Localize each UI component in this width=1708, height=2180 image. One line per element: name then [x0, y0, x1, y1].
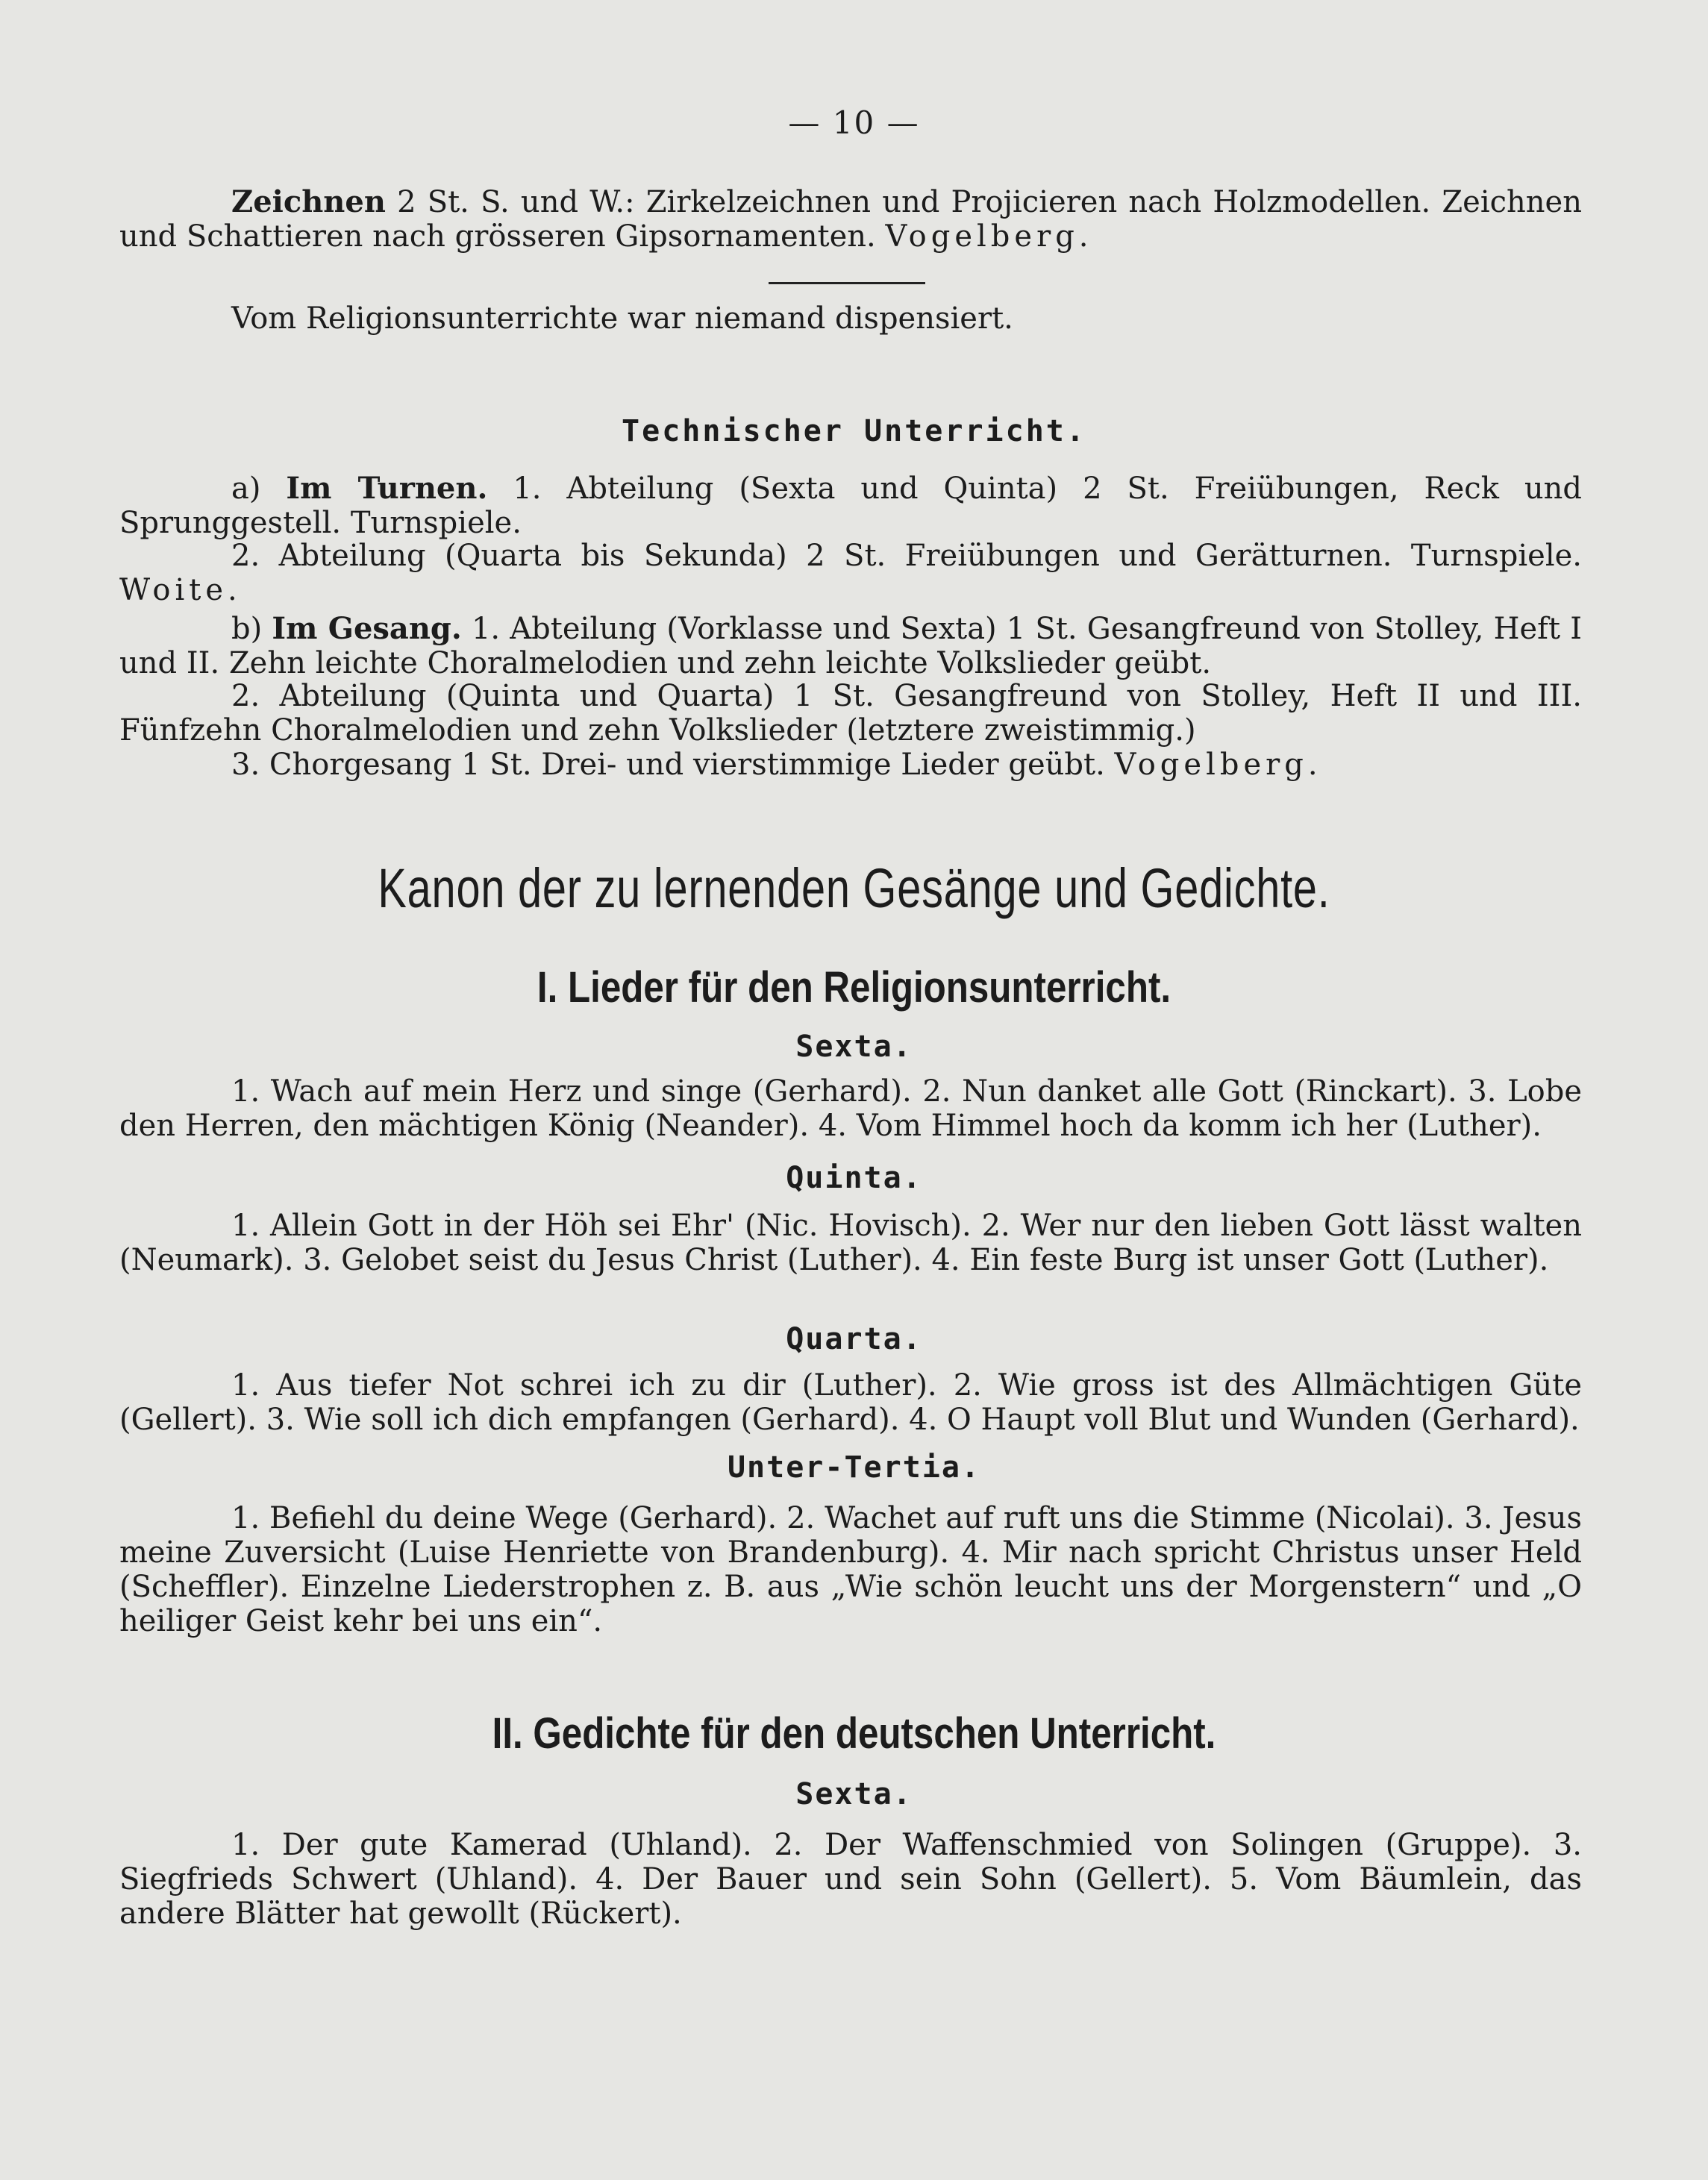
gedichte-sexta-paragraph — [119, 1828, 1582, 1931]
turnen-prefix: a) — [231, 472, 287, 506]
turnen-teacher: Woite. — [119, 573, 242, 607]
lieder-quarta-heading: Quarta. — [786, 1322, 922, 1356]
dispens-text: Vom Religionsunterrichte war niemand dispensiert. — [231, 301, 1013, 336]
gesang-paragraph-2 — [119, 679, 1582, 748]
lieder-quinta-heading: Quinta. — [786, 1161, 922, 1195]
turnen-text-2: 2. Abteilung (Quarta bis Sekunda) 2 St. Freiübungen und Gerätturnen. Turnspiele. — [231, 539, 1582, 573]
zeichnen-text: 2 St. S. und W.: Zirkelzeichnen und Projicieren nach Holzmodellen. Zeichnen und Schattieren nach grösseren Gipsornamenten. — [119, 185, 1582, 254]
gedichte-sexta-text: 1. Der gute Kamerad (Uhland). 2. Der Waffenschmied von Solingen (Gruppe). 3. Siegfrieds Schwert (Uhland). 4. Der Bauer und sein Sohn (Gellert). 5. Vom Bäumlein, das andere Blätter hat gewollt (Rückert). — [119, 1828, 1582, 1931]
lieder-sexta-text: 1. Wach auf mein Herz und singe (Gerhard). 2. Nun danket alle Gott (Rinckart). 3. Lobe den Herren, den mächtigen König (Neander). 4. Vom Himmel hoch da komm ich her (Luther). — [119, 1074, 1582, 1143]
gesang-text-1: 1. Abteilung (Vorklasse und Sexta) 1 St. Gesangfreund von Stolley, Heft I und II. Zehn leichte Choralmelodien und zehn leichte Volkslieder geübt. — [119, 612, 1582, 680]
gesang-text-3: 3. Chorgesang 1 St. Drei- und vierstimmige Lieder geübt. — [231, 748, 1115, 782]
divider-rule — [769, 282, 925, 284]
lieder-untertertia-paragraph — [119, 1501, 1582, 1638]
zeichnen-paragraph — [119, 185, 1582, 254]
gesang-text-2: 2. Abteilung (Quinta und Quarta) 1 St. Gesangfreund von Stolley, Heft II und III. Fünfzehn Choralmelodien und zehn Volkslieder (letztere zweistimmig.) — [119, 679, 1582, 748]
turnen-paragraph-2 — [119, 539, 1582, 607]
turnen-text-1: 1. Abteilung (Sexta und Quinta) 2 St. Freiübungen, Reck und Sprunggestell. Turnspiele. — [119, 472, 1583, 540]
lieder-quinta-paragraph — [119, 1209, 1582, 1277]
gedichte-sexta-heading: Sexta. — [795, 1777, 913, 1811]
lieder-quinta-text: 1. Allein Gott in der Höh sei Ehr' (Nic. Hovisch). 2. Wer nur den lieben Gott lässt walten (Neumark). 3. Gelobet seist du Jesus Christ (Luther). 4. Ein feste Burg ist unser Gott (Luther). — [119, 1209, 1582, 1277]
lieder-quarta-text: 1. Aus tiefer Not schrei ich zu dir (Luther). 2. Wie gross ist des Allmächtigen Güte (Gellert). 3. Wie soll ich dich empfangen (Gerhard). 4. O Haupt voll Blut und Wunden (Gerhard). — [119, 1368, 1582, 1437]
zeichnen-subject: Zeichnen — [231, 184, 386, 219]
lieder-sexta-heading: Sexta. — [795, 1030, 913, 1064]
turnen-label: Im Turnen. — [286, 471, 488, 506]
gesang-paragraph-3 — [119, 748, 1582, 782]
lieder-quarta-paragraph — [119, 1368, 1582, 1437]
gesang-paragraph-1 — [119, 612, 1582, 680]
technischer-unterricht-heading: Technischer Unterricht. — [622, 414, 1086, 448]
gesang-prefix: b) — [231, 612, 272, 646]
dispens-paragraph — [119, 301, 1582, 336]
turnen-paragraph-1 — [119, 472, 1582, 540]
lieder-section-title: I. Lieder für den Religionsunterricht. — [537, 963, 1171, 1012]
gesang-label: Im Gesang. — [272, 611, 462, 646]
gesang-teacher: Vogelberg. — [1114, 748, 1322, 782]
lieder-untertertia-text: 1. Befiehl du deine Wege (Gerhard). 2. Wachet auf ruft uns die Stimme (Nicolai). 3. Jesus meine Zuversicht (Luise Henriette von Brandenburg). 4. Mir nach spricht Christus unser Held (Scheffler). Einzelne Liederstrophen z. B. aus „Wie schön leucht uns der Morgenstern“ und „O heiliger Geist kehr bei uns ein“. — [119, 1501, 1582, 1638]
zeichnen-teacher: Vogelberg. — [885, 219, 1093, 254]
page-number: — 10 — — [788, 104, 920, 141]
lieder-untertertia-heading: Unter-Tertia. — [727, 1450, 981, 1485]
kanon-title: Kanon der zu lernenden Gesänge und Gedichte. — [378, 857, 1330, 919]
gedichte-section-title: II. Gedichte für den deutschen Unterricht. — [492, 1709, 1216, 1758]
lieder-sexta-paragraph — [119, 1074, 1582, 1143]
